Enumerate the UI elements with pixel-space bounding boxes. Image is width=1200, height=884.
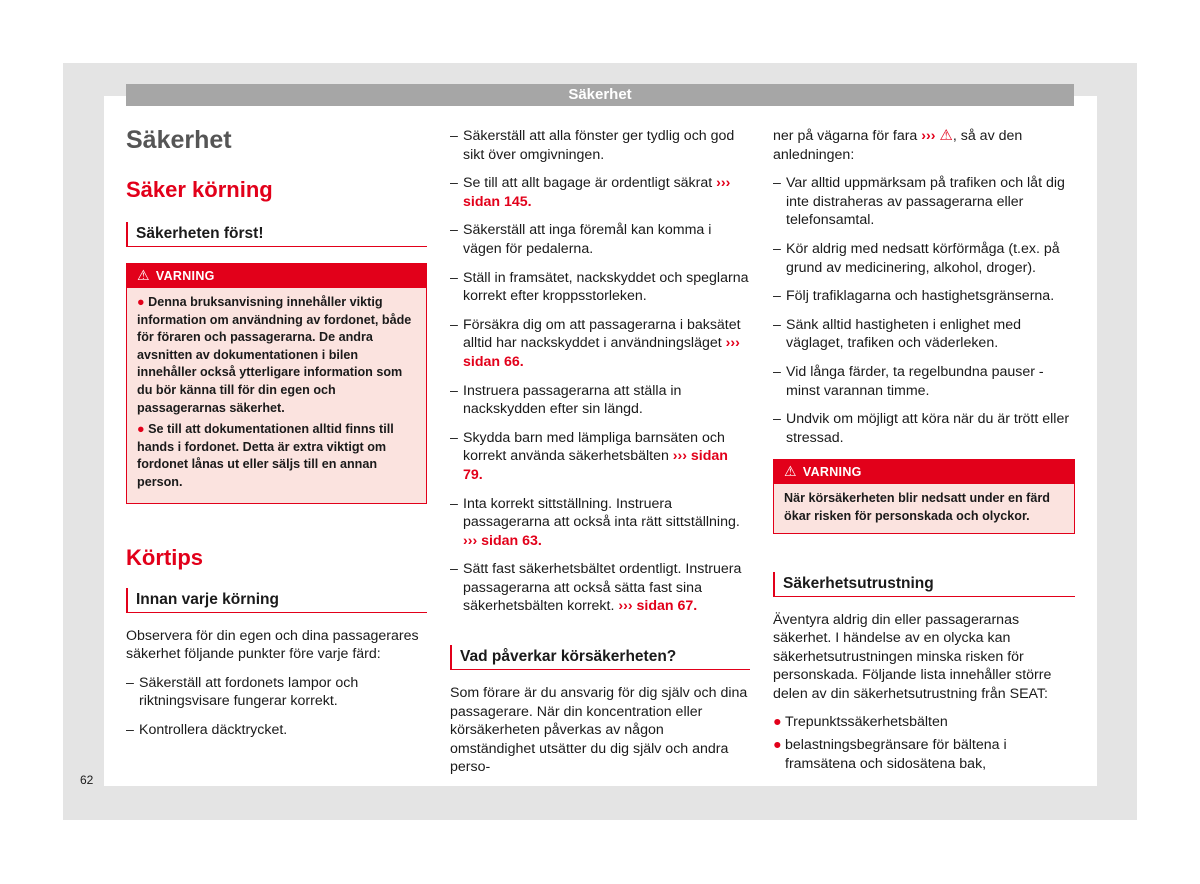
paragraph-forare-ansvar: Som förare är du ansvarig för dig själv och dina passagerare. När din koncentration eller körsäkerheten påverkas av någon omständighet utsätter du dig själv och andra perso- bbox=[450, 685, 748, 776]
warning-body bbox=[127, 288, 426, 503]
bullet-icon: ● bbox=[137, 295, 145, 309]
bullet-item: ● belastningsbegränsare för bältena i framsätena och sidosätena bak, bbox=[773, 737, 1007, 772]
list-item: – Kör aldrig med nedsatt körförmåga (t.ex. på grund av medicinering, alkohol, droger). bbox=[773, 240, 1060, 276]
paragraph-sakerhetsutrustning: Äventyra aldrig din eller passagerarnas säkerhet. I händelse av en olycka kan säkerhetsutrustningen minska risken för personskada. Följande lista innehåller större delen av din säkerhetsutrustning från SEAT: bbox=[773, 611, 1052, 702]
list-item: – Inta korrekt sittställning. Instruera passagerarna att också inta rätt sittställning. ››› sidan 63. bbox=[450, 495, 740, 549]
list-item: – Säkerställ att fordonets lampor och riktningsvisare fungerar korrekt. bbox=[126, 674, 359, 710]
list-item: – Vid långa färder, ta regelbundna pauser - minst varannan timme. bbox=[773, 363, 1044, 399]
list-item: – Försäkra dig om att passagerarna i baksätet alltid har nackskyddet i användningsläget ››› sidan 66. bbox=[450, 316, 741, 370]
list-item: – Säkerställ att alla fönster ger tydlig och god sikt över omgivningen. bbox=[450, 128, 735, 163]
page-reference-link[interactable]: ››› sidan 63. bbox=[463, 532, 542, 549]
warning-box-2 bbox=[773, 459, 1075, 533]
column-2 bbox=[450, 127, 750, 777]
list-item: – Följ trafiklagarna och hastighetsgränserna. bbox=[773, 288, 1055, 305]
warning-header bbox=[127, 264, 426, 288]
list-item: – Skydda barn med lämpliga barnsäten och korrekt använda säkerhetsbälten ››› sidan 79. bbox=[450, 429, 728, 483]
subsection-title-sakerhetsutrustning: Säkerhetsutrustning bbox=[773, 572, 1075, 597]
column-1 bbox=[126, 118, 427, 750]
warning-triangle-icon: ⚠ bbox=[939, 127, 953, 144]
reference-link[interactable]: ››› bbox=[921, 128, 936, 144]
warning-triangle-icon: ⚠ bbox=[784, 463, 797, 480]
page-number: 62 bbox=[80, 773, 94, 787]
list-item: – Sänk alltid hastigheten i enlighet med väglaget, trafiken och väderleken. bbox=[773, 316, 1022, 352]
intro-paragraph: Observera för din egen och dina passagerares säkerhet följande punkter före varje färd: bbox=[126, 627, 419, 663]
warning-label: VARNING bbox=[802, 465, 862, 480]
list-item: – Sätt fast säkerhetsbältet ordentligt. Instruera passagerarna att också sätta fast sina säkerhetsbälten korrekt. ››› sidan 67. bbox=[450, 561, 742, 615]
column-3 bbox=[773, 127, 1075, 777]
section-title-saker-korning: Säker körning bbox=[126, 177, 273, 202]
list-item: – Ställ in framsätet, nackskyddet och speglarna korrekt efter kroppsstorleken. bbox=[450, 269, 749, 305]
chapter-title: Säkerhet bbox=[126, 126, 232, 154]
page-reference-link[interactable]: ››› sidan 79. bbox=[463, 448, 728, 483]
list-item: – Instruera passagerarna att ställa in nackskydden efter sin längd. bbox=[450, 382, 682, 418]
driving-rules-list bbox=[773, 174, 1075, 447]
warning-box-1 bbox=[126, 263, 427, 504]
warning-triangle-icon: ⚠ bbox=[137, 267, 150, 283]
list-item: – Se till att allt bagage är ordentligt säkrat ››› sidan 145. bbox=[450, 175, 731, 210]
list-item: – Kontrollera däcktrycket. bbox=[126, 721, 288, 738]
warning-body: När körsäkerheten blir nedsatt under en färd ökar risken för personskada och olyckor. bbox=[784, 491, 1050, 523]
checklist bbox=[450, 127, 750, 616]
warning-label: VARNING bbox=[155, 269, 215, 283]
section-header: Säkerhet bbox=[126, 84, 1074, 106]
warning-paragraph: ● Se till att dokumentationen alltid finns till hands i fordonet. Detta är extra viktigt om fordonet lånas ut eller säljs till en annan person. bbox=[137, 422, 394, 489]
bullet-item: ● Trepunktssäkerhetsbälten bbox=[773, 714, 948, 731]
equipment-list bbox=[773, 713, 1075, 773]
subsection-title-sakerheten-forst: Säkerheten först! bbox=[126, 222, 427, 247]
subsection-title-vad-paverkar: Vad påverkar körsäkerheten? bbox=[450, 645, 750, 670]
bullet-icon: ● bbox=[773, 714, 782, 731]
subsection-title-innan-varje-korning: Innan varje körning bbox=[126, 588, 427, 613]
page-reference-link[interactable]: ››› sidan 66. bbox=[463, 335, 740, 370]
warning-header bbox=[774, 460, 1074, 484]
bullet-icon: ● bbox=[773, 737, 782, 754]
continued-paragraph: ner på vägarna för fara ››› ⚠, så av den anledningen: bbox=[773, 127, 1023, 163]
list-item: – Var alltid uppmärksam på trafiken och låt dig inte distraheras av passagerarna eller telefonsamtal. bbox=[773, 175, 1065, 229]
bullet-icon: ● bbox=[137, 422, 145, 437]
page-reference-link[interactable]: ››› sidan 145. bbox=[463, 175, 731, 210]
page-reference-link[interactable]: ››› sidan 67. bbox=[618, 598, 698, 615]
warning-paragraph: ● Denna bruksanvisning innehåller viktig information om användning av fordonet, både för föraren och passagerarna. De andra avsnitten av dokumentationen i bilen innehåller också ytterligare information som du bör känna till för din egen och passagerarnas säkerhet. bbox=[137, 295, 412, 415]
list-item: – Säkerställ att inga föremål kan komma i vägen för pedalerna. bbox=[450, 222, 712, 257]
section-title-kortips: Körtips bbox=[126, 544, 203, 570]
list-item: – Undvik om möjligt att köra när du är trött eller stressad. bbox=[773, 411, 1070, 446]
